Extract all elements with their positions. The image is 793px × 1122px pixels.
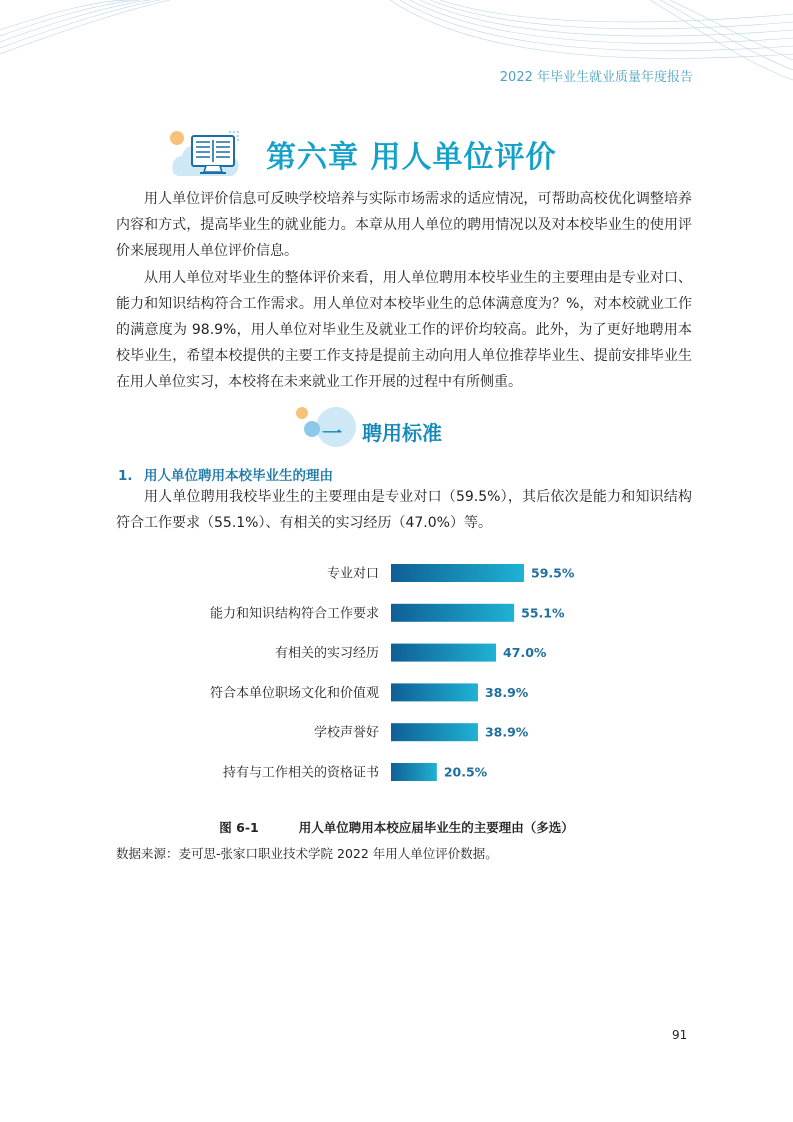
- running-header: 2022 年毕业生就业质量年度报告: [499, 70, 693, 85]
- intro-paragraph: 用人单位评价信息可反映学校培养与实际市场需求的适应情况，可帮助高校优化调整培养内容和方式，提高毕业生的就业能力。本章从用人单位的聘用情况以及对本校毕业生的使用评价来展现用人单位评价信息。: [116, 191, 692, 260]
- reasons-bar-chart: [180, 555, 620, 795]
- category-label: 符合本单位职场文化和价值观: [209, 685, 379, 701]
- category-label: 持有与工作相关的资格证书: [222, 765, 379, 781]
- subsection-paragraph: 用人单位聘用我校毕业生的主要理由是专业对口（59.5%），其后依次是能力和知识结构符合工作要求（55.1%）、有相关的实习经历（47.0%）等。: [116, 489, 692, 532]
- category-label: 学校声誉好: [313, 725, 379, 741]
- figure-number: 图 6-1: [219, 820, 259, 835]
- section-title: 聘用标准: [362, 421, 442, 445]
- figure-caption-text: 用人单位聘用本校应届毕业生的主要理由（多选）: [298, 820, 574, 835]
- subsection-number: 1.: [118, 468, 133, 484]
- bar: [391, 683, 478, 701]
- intro-paragraph: 从用人单位对毕业生的整体评价来看，用人单位聘用本校毕业生的主要理由是专业对口、能力和知识结构符合工作需求。用人单位对本校毕业生的总体满意度为？%，对本校就业工作的满意度为 98.9%，用人单位对毕业生及就业工作的评价均较高。此外，为了更好地聘用本校毕业生，希望本校提供的主要工作支持是提前主动向用人单位推荐毕业生、提前安排毕业生在用人单位实习，本校将在未来就业工作开展的过程中有所侧重。: [116, 269, 692, 391]
- category-label: 能力和知识结构符合工作要求: [209, 606, 379, 622]
- chapter-title: 第六章 用人单位评价: [266, 140, 557, 175]
- book-monitor-icon: [168, 126, 244, 186]
- bar: [391, 723, 478, 741]
- value-label: 20.5%: [443, 764, 488, 780]
- bar: [391, 763, 437, 781]
- subsection-heading: [118, 464, 333, 484]
- value-label: 47.0%: [503, 645, 547, 661]
- category-label: 专业对口: [326, 566, 379, 582]
- value-label: 59.5%: [531, 565, 575, 581]
- intro-text: [116, 186, 692, 396]
- value-label: 38.9%: [484, 684, 529, 700]
- category-label: 有相关的实习经历: [274, 646, 379, 662]
- value-label: 38.9%: [484, 724, 529, 740]
- bar: [391, 604, 514, 622]
- subsection-text: [116, 484, 692, 536]
- subsection-title: 用人单位聘用本校毕业生的理由: [144, 468, 333, 484]
- section-number: 一: [322, 421, 342, 445]
- page-number: 91: [672, 1028, 688, 1042]
- bar: [391, 644, 496, 662]
- source-note: 数据来源：麦可思-张家口职业技术学院 2022 年用人单位评价数据。: [116, 846, 498, 861]
- value-label: 55.1%: [521, 605, 565, 621]
- bar: [391, 564, 524, 582]
- figure-caption: [0, 818, 793, 836]
